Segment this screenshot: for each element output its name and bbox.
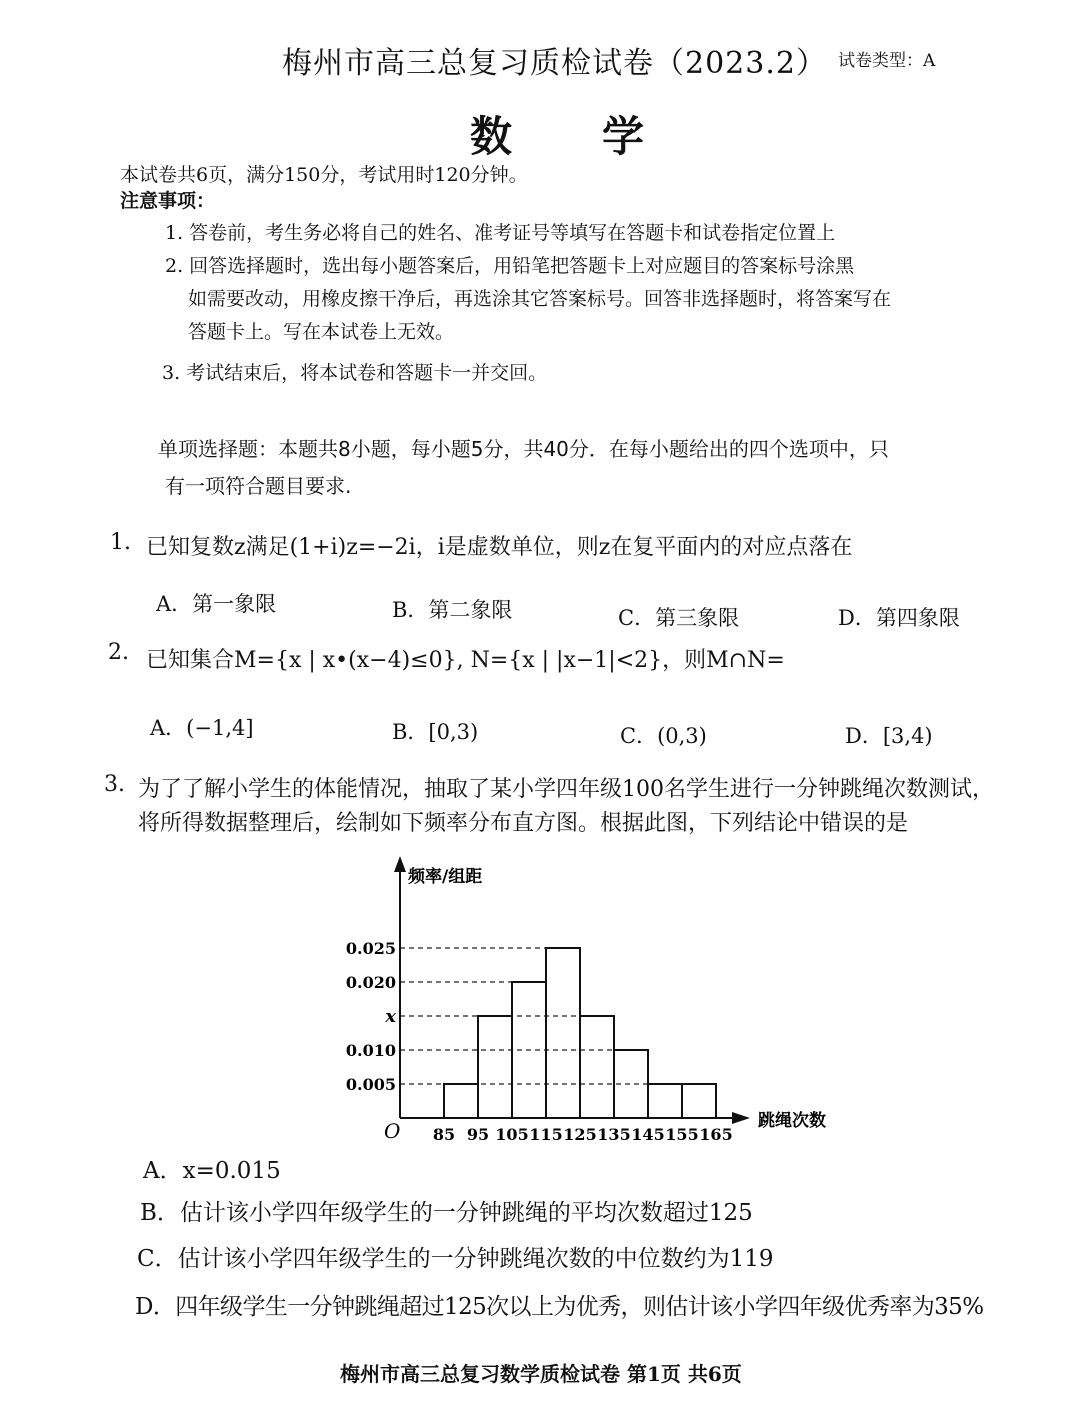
x-axis-arrow	[732, 1112, 750, 1124]
histogram-bar	[580, 1016, 614, 1118]
y-tick-label: 0.005	[345, 1075, 396, 1094]
q1-text: 已知复数z满足(1+i)z=−2i，i是虚数单位，则z在复平面内的对应点落在	[146, 535, 853, 560]
section-heading-line1: 单项选择题：本题共8小题，每小题5分，共40分．在每小题给出的四个选项中，只	[158, 437, 889, 461]
notice-item-3: 3. 考试结束后，将本试卷和答题卡一并交回。	[162, 362, 548, 384]
q3-text-line1: 为了了解小学生的体能情况，抽取了某小学四年级100名学生进行一分钟跳绳次数测试，	[138, 777, 994, 802]
x-tick-label: 165	[699, 1125, 733, 1140]
q1-option-d: D．第四象限	[838, 606, 960, 630]
x-tick-label: 125	[563, 1125, 597, 1140]
q3-option-d: D．四年级学生一分钟跳绳超过125次以上为优秀，则估计该小学四年级优秀率为35%	[135, 1294, 984, 1320]
subject-title: 数学	[470, 112, 735, 161]
q1-option-c: C．第三象限	[618, 606, 740, 630]
frequency-histogram	[340, 850, 840, 1140]
y-tick-label: 0.025	[345, 939, 396, 958]
notice-item-2-cont2: 答题卡上。写在本试卷上无效。	[188, 321, 455, 343]
page-footer: 梅州市高三总复习数学质检试卷 第1页 共6页	[340, 1362, 742, 1386]
paper-type-label: 试卷类型：A	[838, 51, 936, 71]
y-tick-label: 0.020	[345, 973, 396, 992]
x-tick-label: 145	[631, 1125, 665, 1140]
q2-option-d: D．[3,4)	[845, 724, 933, 748]
histogram-bar	[444, 1084, 478, 1118]
q2-text: 已知集合M={x | x•(x−4)≤0}, N={x | |x−1|<2}，则M∩N=	[146, 648, 785, 673]
q3-number: 3.	[104, 772, 125, 797]
y-axis-label: 频率/组距	[408, 867, 483, 887]
q2-number: 2.	[108, 640, 129, 665]
x-tick-label: 155	[665, 1125, 699, 1140]
origin-label: O	[384, 1119, 401, 1140]
y-axis-arrow	[394, 856, 406, 872]
histogram-bar	[648, 1084, 682, 1118]
q1-option-b: B．第二象限	[392, 598, 513, 622]
y-tick-label: x	[385, 1006, 396, 1027]
q3-option-b: B．估计该小学四年级学生的一分钟跳绳的平均次数超过125	[140, 1200, 753, 1226]
section-heading-line2: 有一项符合题目要求.	[165, 474, 352, 498]
histogram-bar	[682, 1084, 716, 1118]
y-tick-label: 0.010	[345, 1041, 396, 1060]
notice-item-2-cont: 如需要改动，用橡皮擦干净后，再选涂其它答案标号。回答非选择题时，将答案写在	[188, 288, 892, 310]
paper-title: 梅州市高三总复习质检试卷（2023.2）	[282, 46, 827, 81]
x-tick-label: 115	[529, 1125, 563, 1140]
exam-intro: 本试卷共6页，满分150分，考试用时120分钟。	[120, 164, 528, 186]
histogram-bar	[546, 948, 580, 1118]
x-axis-label: 跳绳次数	[758, 1111, 826, 1131]
x-tick-label: 95	[466, 1125, 490, 1140]
q1-option-a: A．第一象限	[156, 592, 277, 616]
notice-heading: 注意事项：	[120, 190, 216, 212]
histogram-bar	[478, 1016, 512, 1118]
q3-option-a: A．x=0.015	[143, 1158, 281, 1184]
q1-number: 1.	[110, 530, 131, 555]
q2-option-b: B．[0,3)	[392, 720, 479, 744]
q2-option-c: C．(0,3)	[620, 724, 707, 748]
x-tick-label: 105	[495, 1125, 529, 1140]
x-tick-label: 85	[432, 1125, 456, 1140]
x-tick-label: 135	[597, 1125, 631, 1140]
q2-option-a: A．(−1,4]	[150, 716, 254, 740]
notice-item-2: 2. 回答选择题时，选出每小题答案后，用铅笔把答题卡上对应题目的答案标号涂黑	[165, 255, 855, 277]
q3-text-line2: 将所得数据整理后，绘制如下频率分布直方图。根据此图，下列结论中错误的是	[138, 811, 909, 836]
notice-item-1: 1. 答卷前，考生务必将自己的姓名、准考证号等填写在答题卡和试卷指定位置上	[165, 222, 836, 244]
q3-option-c: C．估计该小学四年级学生的一分钟跳绳次数的中位数约为119	[137, 1246, 774, 1272]
